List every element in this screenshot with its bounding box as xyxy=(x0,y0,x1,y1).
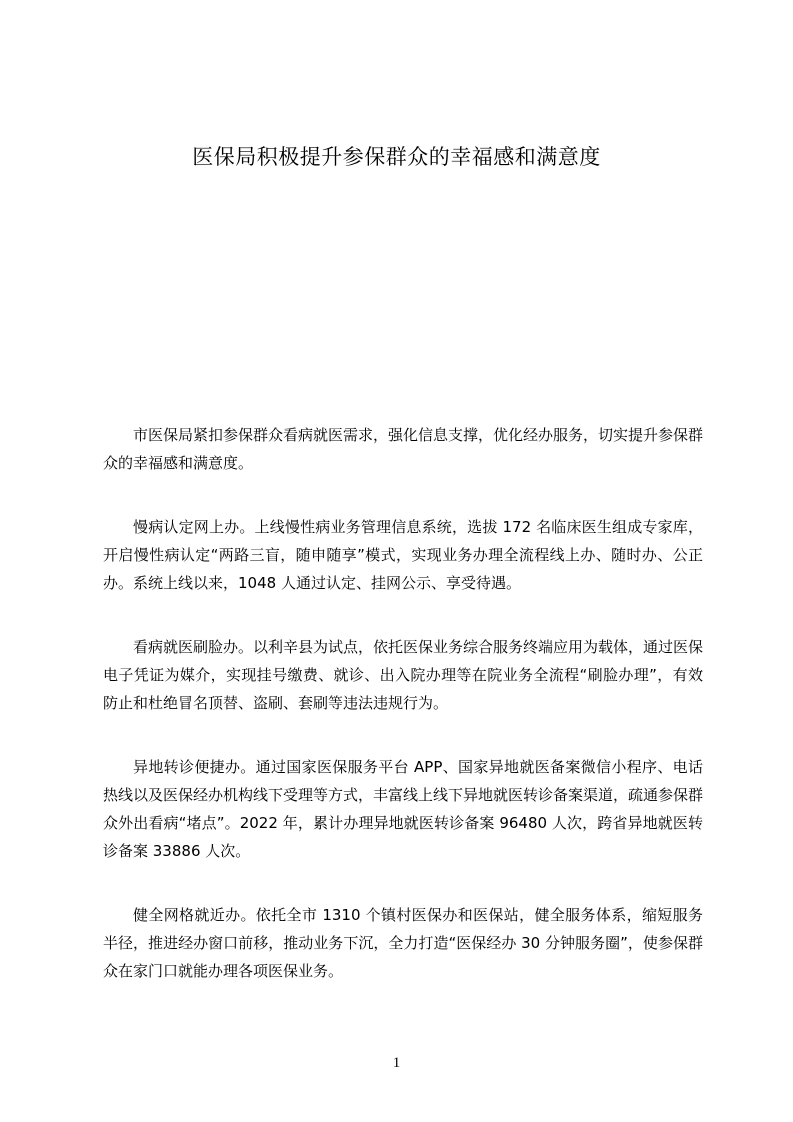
page-number: 1 xyxy=(392,1055,401,1071)
document-title: 医保局积极提升参保群众的幸福感和满意度 xyxy=(192,145,601,169)
paragraph-face-recognition: 看病就医刷脸办。以利辛县为试点，依托医保业务综合服务终端应用为载体，通过医保电子凭证为媒介，实现挂号缴费、就诊、出入院办理等在院业务全流程“刷脸办理”，有效防止和杜绝冒名顶替、盗刷、套刷等违法违规行为。 xyxy=(103,638,704,712)
paragraph-grid-service: 健全网格就近办。依托全市 1310 个镇村医保办和医保站，健全服务体系，缩短服务半径，推进经办窗口前移，推动业务下沉，全力打造“医保经办 30 分钟服务圈”，使参保群众在家门口就能办理各项医保业务。 xyxy=(103,906,703,980)
paragraph-chronic-disease-online: 慢病认定网上办。上线慢性病业务管理信息系统，选拔 172 名临床医生组成专家库，开启慢性病认定“两路三盲，随申随享”模式，实现业务办理全流程线上办、随时办、公正办。系统上线以来，1048 人通过认定、挂网公示、享受待遇。 xyxy=(103,518,703,592)
document-body xyxy=(103,421,703,1021)
paragraph-intro: 市医保局紧扣参保群众看病就医需求，强化信息支撑，优化经办服务，切实提升参保群众的幸福感和满意度。 xyxy=(103,426,704,472)
paragraph-remote-referral: 异地转诊便捷办。通过国家医保服务平台 APP、国家异地就医备案微信小程序、电话热线以及医保经办机构线下受理等方式，丰富线上线下异地就医转诊备案渠道，疏通参保群众外出看病“堵点”。2022 年，累计办理异地就医转诊备案 96480 人次，跨省异地就医转诊备案 33886 人次。 xyxy=(103,758,704,860)
